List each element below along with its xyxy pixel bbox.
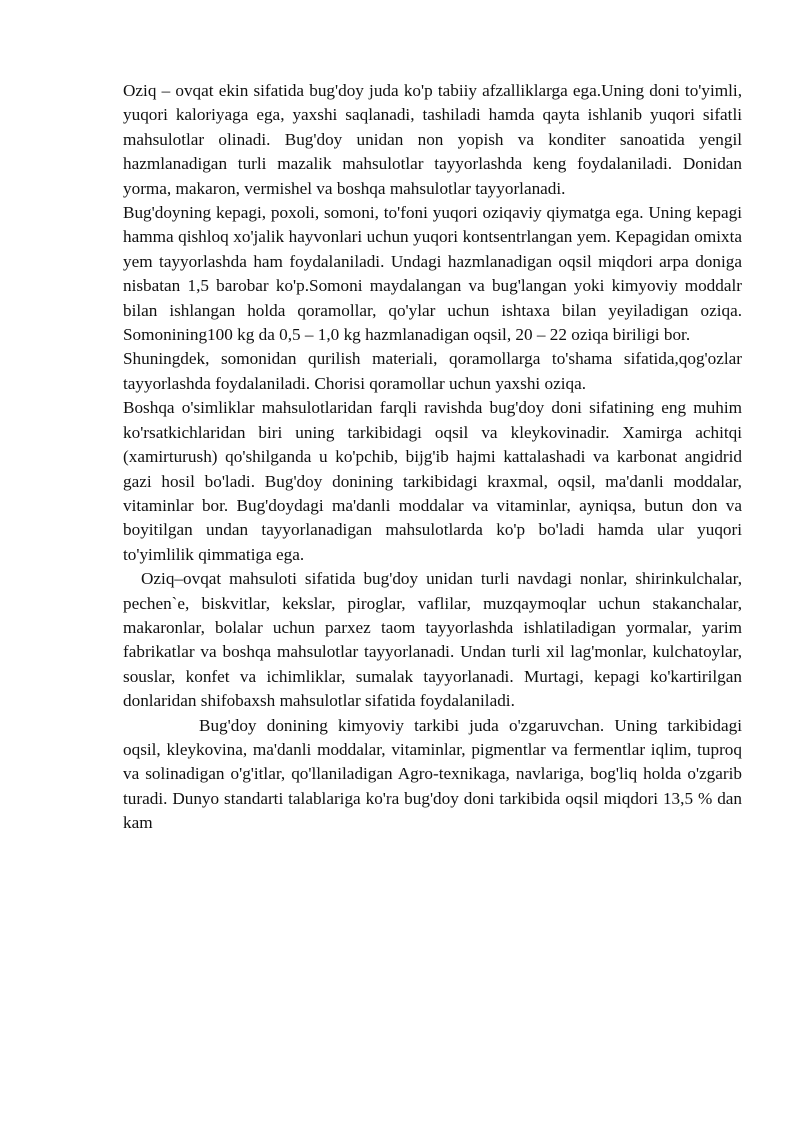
- paragraph-2: [123, 201, 742, 347]
- text-line: yaxshi oziqa.: [495, 373, 587, 393]
- text-line: shirinkulchalar, pechen`e, biskvitlar, kekslar, piroglar, vaflilar,: [123, 569, 743, 613]
- document-page: [123, 79, 742, 836]
- text-line: Bug'doy donining tarkibidagi kraxmal, oqsil, ma'danli moddalar,: [264, 471, 742, 491]
- text-line: sifatining eng muhim ko'rsatkichlaridan biri uning tarkibidagi oqsil va: [123, 398, 742, 442]
- text-line: Bug'doy unidan non yopish va konditer sanoatida yengil: [284, 129, 743, 149]
- text-line: kleykovinadir. Xamirga achitqi (xamirturush) qo'shilganda u ko'pchib,: [123, 422, 743, 467]
- text-line: ega.Uning doni to'yimli, yuqori kaloriyaga ega, yaxshi saqlanadi,: [123, 81, 742, 125]
- text-line: tashiladi hamda qayta ishlanib yuqori sifatli mahsulotlar olinadi.: [123, 105, 742, 149]
- text-line: kontsentrlangan yem. Kepagidan omixta yem tayyorlashda ham: [123, 227, 743, 271]
- text-line: foydalaniladi. Undagi hazmlanadigan oqsil miqdori arpa doniga: [289, 251, 742, 271]
- text-line: Dunyo standarti talablariga ko'ra bug'doy doni tarkibida oqsil miqdori: [172, 788, 659, 808]
- text-line: souslar, konfet va ichimliklar, sumalak tayyorlanadi. Murtagi, kepagi: [123, 666, 640, 686]
- text-line: tarkibidagi oqsil, kleykovina, ma'danli moddalar, vitaminlar,: [123, 715, 743, 759]
- text-line: ega. Uning kepagi hamma qishloq xo'jalik hayvonlari uchun yuqori: [123, 203, 743, 247]
- text-line: muzqaymoqlar uchun stakanchalar, makaronlar, bolalar uchun parxez: [123, 593, 743, 637]
- text-line: foydalaniladi. Donidan yorma, makaron, vermishel va boshqa: [123, 154, 743, 198]
- text-line: kimyoviy moddalr bilan ishlangan holda qoramollar, qo'ylar uchun: [123, 276, 742, 320]
- text-line: pigmentlar va fermentlar iqlim, tuproq va solinadigan o'g'itlar,: [123, 739, 742, 784]
- text-line: sifatida,qog'ozlar tayyorlashda foydalaniladi. Chorisi qoramollar uchun: [123, 349, 743, 393]
- text-line: hazmlanadigan turli mazalik mahsulotlar tayyorlashda keng: [123, 154, 567, 174]
- paragraph-6: [123, 714, 742, 836]
- text-line: hazmlanadigan oqsil, 20 – 22 oziqa biriligi bor.: [365, 325, 691, 345]
- paragraph-3: [123, 347, 742, 396]
- paragraph-5: [123, 567, 742, 713]
- text-line: Bug'doyning kepagi, poxoli, somoni, to'foni yuqori oziqaviy qiymatga: [123, 203, 611, 223]
- text-line: mahsulotlar tayyorlanadi.: [389, 178, 566, 198]
- text-line: mahsulotlar tayyorlanadi. Undan turli xil lag'monlar, kulchatoylar,: [277, 642, 742, 662]
- text-line: ko'kartirilgan donlaridan shifobaxsh mahsulotlar sifatida foydalaniladi.: [123, 666, 742, 711]
- text-line: qo'llaniladigan Agro-texnikaga, navlariga, bog'liq holda o'zgarib turadi.: [123, 764, 742, 808]
- paragraph-1: [123, 79, 742, 201]
- text-line: 13,5 % dan kam: [123, 788, 743, 833]
- text-line: Shuningdek, somonidan qurilish materiali, qoramollarga to'shama: [123, 349, 613, 369]
- text-line: taom tayyorlashda ishlatiladigan yormalar, yarim fabrikatlar va boshqa: [123, 617, 742, 662]
- text-line: Boshqa o'simliklar mahsulotlaridan farqli ravishda bug'doy doni: [123, 398, 582, 418]
- text-line: nisbatan 1,5 barobar ko'p.Somoni maydalangan va bug'langan yoki: [123, 276, 605, 296]
- text-line: butun don va boyitilgan undan tayyorlanadigan mahsulotlarda ko'p: [123, 495, 743, 540]
- text-line: Bug'doy donining kimyoviy tarkibi juda o'zgaruvchan. Uning: [199, 715, 658, 735]
- text-line: Oziq–ovqat mahsuloti sifatida bug'doy unidan turli navdagi nonlar,: [141, 569, 628, 589]
- text-line: vitaminlar bor. Bug'doydagi ma'danli moddalar va vitaminlar, ayniqsa,: [123, 495, 636, 515]
- text-line: bo'ladi hamda ular yuqori to'yimlilik qimmatiga ega.: [123, 520, 743, 564]
- text-line: ishtaxa bilan yeyiladigan oziqa. Somonining100 kg da 0,5 – 1,0 kg: [123, 300, 743, 345]
- text-line: Oziq – ovqat ekin sifatida bug'doy juda ko'p tabiiy afzalliklarga: [123, 81, 568, 100]
- text-line: bijg'ib hajmi kattalashadi va karbonat angidrid gazi hosil bo'ladi.: [123, 447, 742, 491]
- paragraph-4: [123, 396, 742, 567]
